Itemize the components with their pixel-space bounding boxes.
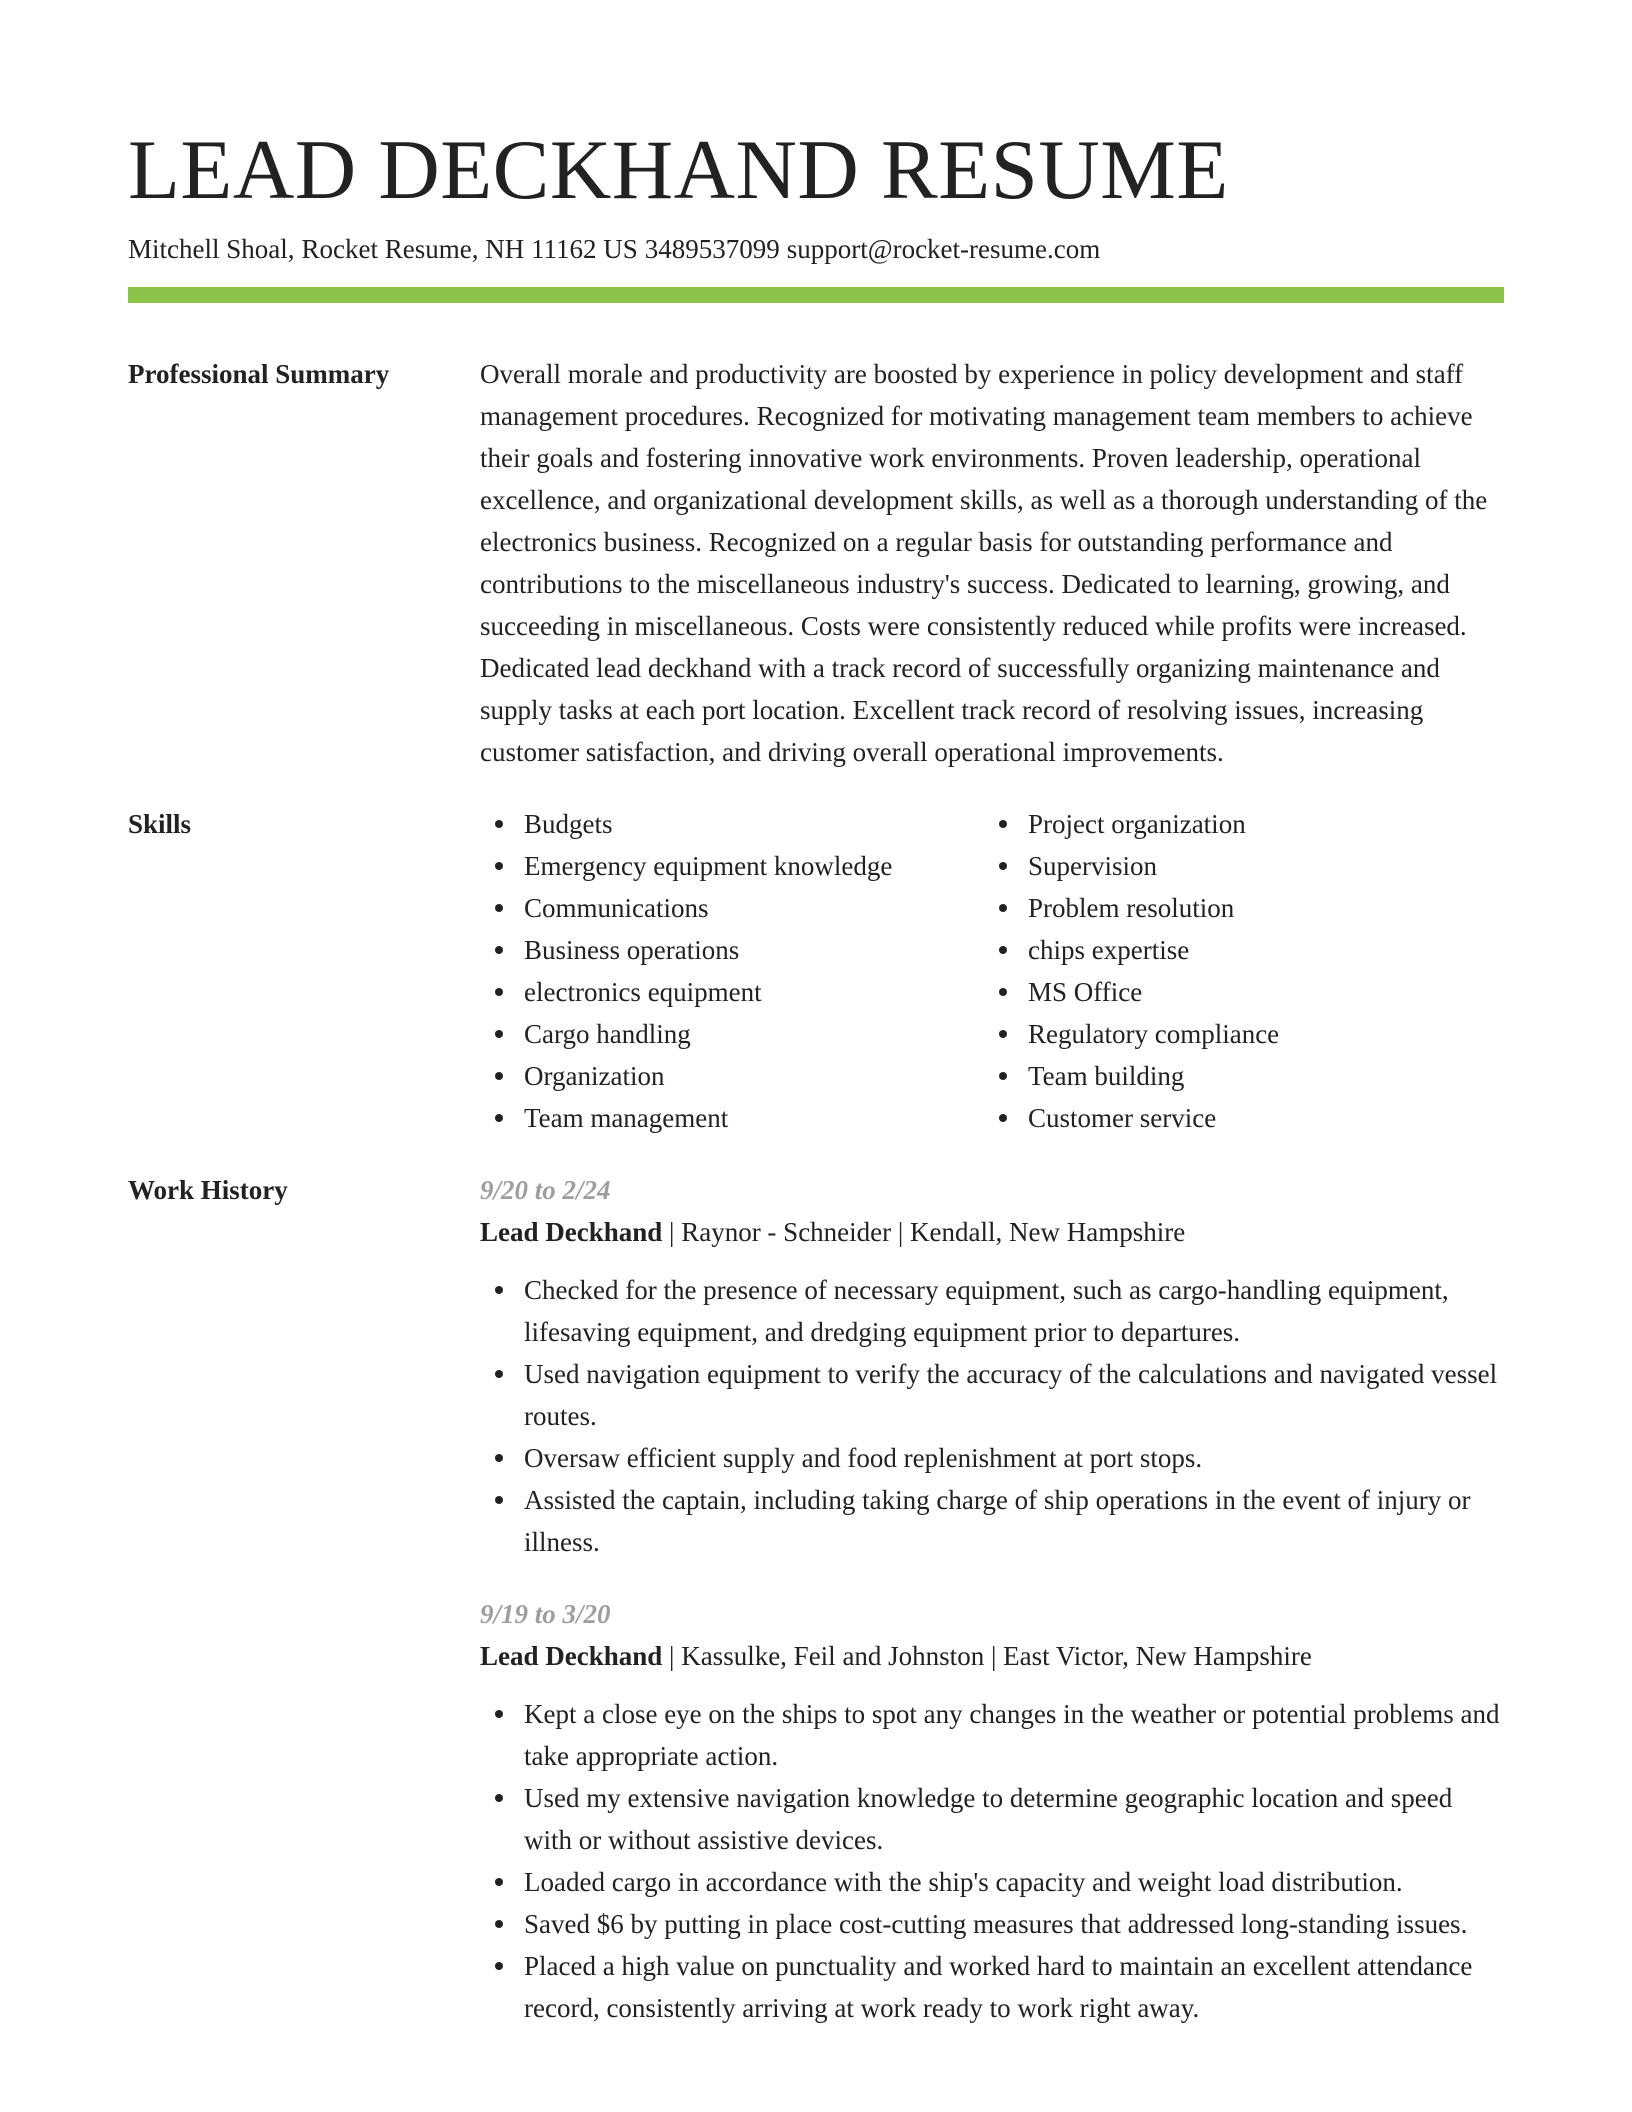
job-duty: Kept a close eye on the ships to spot any changes in the weather or potential problems and take appropriate action. [480,1693,1504,1777]
job-duty: Checked for the presence of necessary equipment, such as cargo-handling equipment, lifesaving equipment, and dredging equipment prior to departures. [480,1269,1504,1353]
summary-text: Overall morale and productivity are boosted by experience in policy development and staff management procedures. Recognized for motivating management team members to achieve their goals and fostering innovative work environments. Proven leadership, operational excellence, and organizational development skills, as well as a thorough understanding of the electronics business. Recognized on a regular basis for outstanding performance and contributions to the miscellaneous industry's success. Dedicated to learning, growing, and succeeding in miscellaneous. Costs were consistently reduced while profits were increased. Dedicated lead deckhand with a track record of successfully organizing maintenance and supply tasks at each port location. Excellent track record of resolving issues, increasing customer satisfaction, and driving overall operational improvements. [480,359,1488,767]
resume-page [128,120,1504,2029]
work-history-section [128,1169,1504,2029]
skills-grid [480,803,1504,1139]
contact-line [128,231,1504,267]
skill-item: Business operations [480,929,984,971]
header-divider [128,287,1504,303]
job-duty: Loaded cargo in accordance with the ship's capacity and weight load distribution. [480,1861,1504,1903]
job-duty: Oversaw efficient supply and food replenishment at port stops. [480,1437,1504,1479]
skill-item: Cargo handling [480,1013,984,1055]
job-details: | Kassulke, Feil and Johnston | East Victor, New Hampshire [662,1641,1312,1671]
skill-item: Organization [480,1055,984,1097]
skill-item: Emergency equipment knowledge [480,845,984,887]
skill-item: electronics equipment [480,971,984,1013]
job-duty: Used my extensive navigation knowledge to determine geographic location and speed with or without assistive devices. [480,1777,1504,1861]
skill-item: Project organization [984,803,1488,845]
work-history-heading: Work History [128,1175,288,1205]
skill-item: Team building [984,1055,1488,1097]
job-duty: Placed a high value on punctuality and worked hard to maintain an excellent attendance record, consistently arriving at work ready to work right away. [480,1945,1504,2029]
skills-list-left [480,803,984,1139]
skills-list-right [984,803,1488,1139]
skill-item: chips expertise [984,929,1488,971]
skill-item: Team management [480,1097,984,1139]
skills-section [128,803,1504,1139]
job-dates: 9/19 to 3/20 [480,1599,611,1629]
skill-item: Communications [480,887,984,929]
skill-item: Problem resolution [984,887,1488,929]
work-history-body [480,1169,1504,2029]
job-duties-list [480,1693,1504,2029]
contact-name: Mitchell Shoal, [128,234,295,264]
summary-heading: Professional Summary [128,359,390,389]
skill-item: Supervision [984,845,1488,887]
job-title: Lead Deckhand [480,1217,663,1247]
job-details: | Raynor - Schneider | Kendall, New Hampshire [662,1217,1186,1247]
summary-section [128,353,1504,773]
skill-item: Regulatory compliance [984,1013,1488,1055]
job-entry [480,1169,1504,1563]
job-duty: Saved $6 by putting in place cost-cutting measures that addressed long-standing issues. [480,1903,1504,1945]
job-duty: Assisted the captain, including taking charge of ship operations in the event of injury or illness. [480,1479,1504,1563]
job-title: Lead Deckhand [480,1641,663,1671]
skill-item: Budgets [480,803,984,845]
skills-body [480,803,1504,1139]
job-duties-list [480,1269,1504,1563]
contact-address: Rocket Resume, NH 11162 US [301,234,638,264]
contact-email: support@rocket-resume.com [786,234,1101,264]
skill-item: MS Office [984,971,1488,1013]
job-entry [480,1593,1504,2029]
job-header [480,1211,1504,1253]
skill-item: Customer service [984,1097,1488,1139]
skills-heading: Skills [128,809,192,839]
job-dates: 9/20 to 2/24 [480,1175,611,1205]
job-duty: Used navigation equipment to verify the accuracy of the calculations and navigated vessel routes. [480,1353,1504,1437]
resume-title: LEAD DECKHAND RESUME [128,123,1229,217]
contact-phone: 3489537099 [644,234,780,264]
job-header [480,1635,1504,1677]
